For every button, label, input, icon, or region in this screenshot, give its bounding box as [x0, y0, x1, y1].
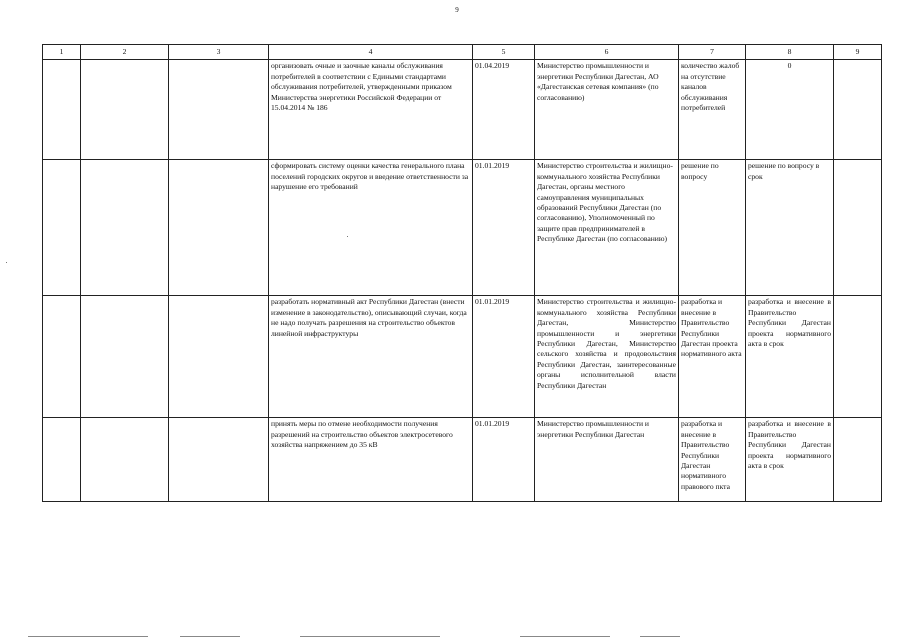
measure-cell: принять меры по отмене необходимости получения разрешений на строительство объектов электросетевого хозяйства напряжением до 35 кВ [269, 418, 473, 502]
scan-artifact [520, 636, 610, 637]
table-header-row [43, 45, 882, 60]
table-cell [169, 418, 269, 502]
table-cell [834, 160, 882, 296]
scan-speck [6, 262, 7, 263]
deadline-cell: 01.01.2019 [473, 418, 535, 502]
indicator-cell: решение по вопросу [679, 160, 746, 296]
column-header: 5 [473, 45, 535, 60]
scan-speck [347, 236, 348, 237]
target-value-cell: разработка и внесение в Правительство Республики Дагестан проекта нормативного акта в срок [746, 418, 834, 502]
table-cell [43, 60, 81, 160]
column-header: 4 [269, 45, 473, 60]
table-cell [81, 296, 169, 418]
table-cell [169, 60, 269, 160]
column-header: 9 [834, 45, 882, 60]
column-header: 3 [169, 45, 269, 60]
table-row [43, 60, 882, 160]
scan-artifact [180, 636, 240, 637]
scan-artifact [640, 636, 680, 637]
deadline-cell: 01.01.2019 [473, 160, 535, 296]
table-cell [834, 60, 882, 160]
column-header: 6 [535, 45, 679, 60]
deadline-cell: 01.01.2019 [473, 296, 535, 418]
column-header: 2 [81, 45, 169, 60]
measure-cell: организовать очные и заочные каналы обслуживания потребителей в соответствии с Едиными стандартами обслуживания потребителей, утвержденными приказом Министерства энергетики Российской Федерации от 15.04.2014 № 186 [269, 60, 473, 160]
target-value-cell: решение по вопросу в срок [746, 160, 834, 296]
table-cell [81, 60, 169, 160]
responsible-cell: Министерство строительства и жилищно-коммунального хозяйства Республики Дагестан, Министерство промышленности и энергетики Республики Дагестан, Министерство сельского хозяйства и продовольствия Республики Дагестан, заинтересованные органы исполнительной власти Республики Дагестан [535, 296, 679, 418]
table-cell [834, 418, 882, 502]
responsible-cell: Министерство строительства и жилищно-коммунального хозяйства Республики Дагестан, органы местного самоуправления муниципальных образований Республики Дагестан (по согласованию), Уполномоченный по защите прав предпринимателей в Республике Дагестан (по согласованию) [535, 160, 679, 296]
measures-table [42, 44, 882, 502]
deadline-cell: 01.04.2019 [473, 60, 535, 160]
column-header: 1 [43, 45, 81, 60]
table-cell [81, 160, 169, 296]
indicator-cell: количество жалоб на отсутствие каналов обслуживания потребителей [679, 60, 746, 160]
page-number: 9 [455, 6, 459, 14]
scan-artifact [300, 636, 440, 637]
column-header: 7 [679, 45, 746, 60]
scan-artifact [28, 636, 148, 637]
responsible-cell: Министерство промышленности и энергетики Республики Дагестан, АО «Дагестанская сетевая компания» (по согласованию) [535, 60, 679, 160]
indicator-cell: разработка и внесение в Правительство Республики Дагестан нормативного правового пкта [679, 418, 746, 502]
table-cell [81, 418, 169, 502]
table-cell [169, 160, 269, 296]
responsible-cell: Министерство промышленности и энергетики Республики Дагестан [535, 418, 679, 502]
measure-cell: сформировать систему оценки качества генерального плана поселений городских округов и введение ответственности за нарушение его требований [269, 160, 473, 296]
indicator-cell: разработка и внесение в Правительство Республики Дагестан проекта нормативного акта [679, 296, 746, 418]
measure-cell: разработать нормативный акт Республики Дагестан (внести изменение в законодательство), описывающий случаи, когда не надо получать разрешения на строительство объектов линейной инфраструктуры [269, 296, 473, 418]
table-row [43, 160, 882, 296]
table-row [43, 296, 882, 418]
table-cell [834, 296, 882, 418]
table-row [43, 418, 882, 502]
column-header: 8 [746, 45, 834, 60]
table-cell [43, 296, 81, 418]
target-value-cell: разработка и внесение в Правительство Республики Дагестан проекта нормативного акта в срок [746, 296, 834, 418]
table-cell [43, 418, 81, 502]
target-value-cell: 0 [746, 60, 834, 160]
table-cell [43, 160, 81, 296]
table-cell [169, 296, 269, 418]
